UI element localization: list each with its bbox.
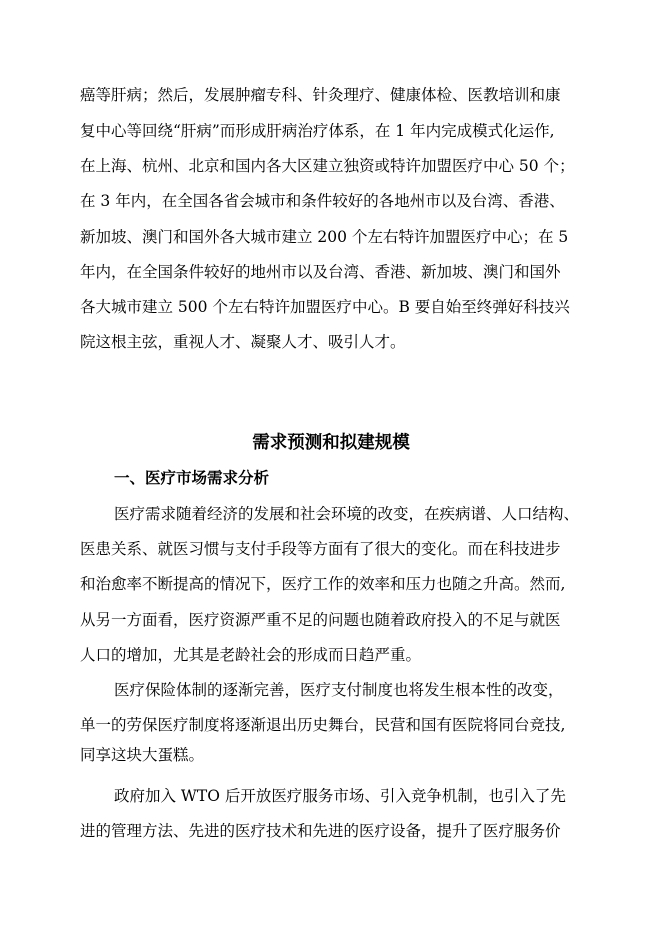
text-line: 新加坡、澳门和国外各大城市建立 200 个左右特许加盟医疗中心；在 5 — [80, 228, 569, 246]
text-line: 院这根主弦，重视人才、凝聚人才、吸引人才。 — [80, 333, 406, 351]
section-title: 需求预测和拟建规模 — [252, 433, 410, 453]
text-line: 医疗需求随着经济的发展和社会环境的改变，在疾病谱、人口结构、 — [114, 505, 580, 523]
text-line: 医疗保险体制的逐渐完善，医疗支付制度也将发生根本性的改变， — [114, 681, 564, 699]
text-line: 从另一方面看，医疗资源严重不足的问题也随着政府投入的不足与就医 — [80, 611, 561, 629]
text-line: 癌等肝病；然后，发展肿瘤专科、针灸理疗、健康体检、医教培训和康 — [80, 86, 561, 104]
text-line: 单一的劳保医疗制度将逐渐退出历史舞台，民营和国有医院将同台竞技, — [80, 716, 566, 734]
text-line: 在上海、杭州、北京和国内各大区建立独资或特许加盟医疗中心 50 个； — [80, 157, 575, 175]
text-line: 各大城市建立 500 个左右特许加盟医疗中心。B 要自始至终弹好科技兴 — [80, 298, 570, 316]
text-line: 进的管理方法、先进的医疗技术和先进的医疗设备，提升了医疗服务价 — [80, 822, 561, 840]
section-subheading: 一、医疗市场需求分析 — [114, 468, 270, 487]
text-line: 年内，在全国条件较好的地州市以及台湾、香港、新加坡、澳门和国外 — [80, 263, 561, 281]
text-line: 医患关系、就医习惯与支付手段等方面有了很大的变化。而在科技进步 — [80, 540, 561, 558]
text-line: 同享这块大蛋糕。 — [80, 746, 205, 764]
text-line: 和治愈率不断提高的情况下，医疗工作的效率和压力也随之升高。然而, — [80, 575, 566, 593]
text-line: 人口的增加，尤其是老龄社会的形成而日趋严重。 — [80, 646, 422, 664]
text-line: 政府加入 WTO 后开放医疗服务市场、引入竞争机制，也引入了先 — [114, 787, 566, 805]
text-line: 复中心等回绕“肝病”而形成肝病治疗体系，在 1 年内完成模式化运作, — [80, 122, 555, 140]
text-line: 在 3 年内，在全国各省会城市和条件较好的各地州市以及台湾、香港、 — [80, 192, 565, 210]
